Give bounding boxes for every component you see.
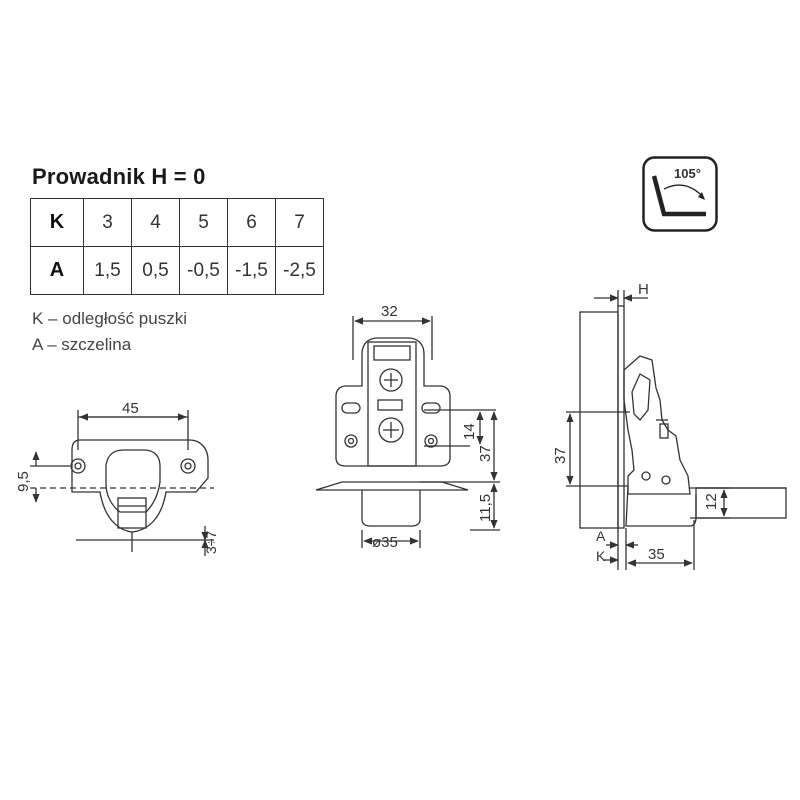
row-a-cell: 1,5 [84,247,132,295]
dim-3-7: 3÷7 [203,530,219,554]
dim-32: 32 [381,303,398,320]
row-a-cell: -0,5 [180,247,228,295]
dim-35-side: 35 [648,546,665,563]
row-k-cell: 5 [180,199,228,247]
row-k-cell: 7 [276,199,324,247]
dim-d35: ø35 [372,534,398,551]
dim-37-side: 37 [552,447,569,464]
legend-a: A – szczelina [32,335,132,354]
dim-a: A [596,528,606,544]
legend-k: K – odległość puszki [32,309,187,328]
row-a-cell: -1,5 [228,247,276,295]
row-k-cell: 6 [228,199,276,247]
row-k-cell: 3 [84,199,132,247]
table-title: Prowadnik H = 0 [32,164,206,189]
dim-k: K [596,548,606,564]
row-a-header: A [31,247,84,295]
row-k-header: K [31,199,84,247]
dim-11-5: 11,5 [477,493,494,522]
dim-37: 37 [477,445,494,462]
row-k-cell: 4 [132,199,180,247]
dim-45: 45 [122,400,139,417]
front-view [30,410,214,556]
dim-9-5: 9,5 [15,471,32,492]
dim-12: 12 [703,493,720,510]
dim-h: H [638,281,649,298]
angle-label: 105° [674,166,701,181]
dim-14: 14 [461,423,478,440]
row-a-cell: 0,5 [132,247,180,295]
row-a-cell: -2,5 [276,247,324,295]
